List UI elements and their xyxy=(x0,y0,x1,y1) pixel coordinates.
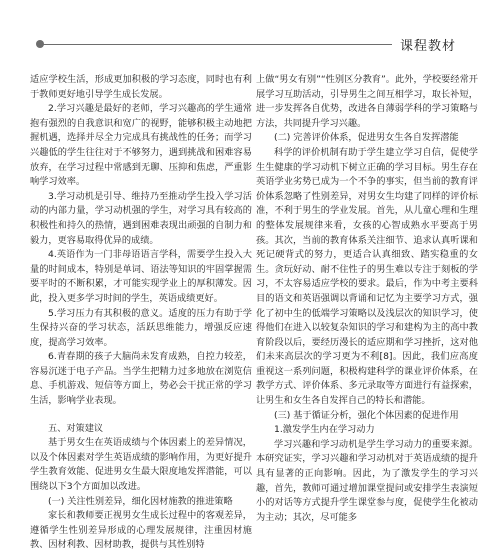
paragraph: 适应学校生活，形成更加积极的学习态度，同时也有利于教师更好地引导学生成长发展。 xyxy=(30,74,252,100)
paragraph: 6.青春期的孩子大脑尚未发育成熟，自控力较差，容易沉迷于电子产品。当学生把精力过多地放在浏览信息、手机游戏、短信等方面上，势必会干扰正常的学习生活，影响学业表现。 xyxy=(30,351,252,407)
paragraph: 家长和教师要正视男女生成长过程中的客观差异，遵循学生性别差异形成的心理发展规律，注重因材施教、因材利教、因材助教，提供与其性别特 xyxy=(30,510,252,551)
page-header xyxy=(0,0,500,68)
section-heading: 五、对策建议 xyxy=(48,422,104,434)
section-title: 课程教材 xyxy=(400,39,457,54)
paragraph: 4.英语作为一门非母语语言学科，需要学生投入大量的时间成本，特别是单词、语法等知识的牢固掌握需要平时的不断积累，才可能实现学业上的厚积薄发。因此，投入更多学习时间的学生，英语成绩更好。 xyxy=(30,249,252,304)
paragraph: 学习兴趣和学习动机是学生学习动力的重要来源。本研究证实，学习兴趣和学习动机对于英语成绩的提升具有显著的正向影响。因此，为了激发学生的学习兴趣，首先，教师可通过增加课堂提问或安排学生表演短小的对话等方式提升学生课堂参与度，促使学生化被动为主动；其次，尽可能多 xyxy=(256,438,478,523)
subsection-heading: (一) 关注性别差异，细化因材施教的推进策略 xyxy=(48,495,233,507)
paragraph: 科学的评价机制有助于学生建立学习自信，促使学生生健康的学习动机下树立正确的学习目标。男生存在英语学业劣势已成为一个不争的事实，但当前的教育评价体系忽略了性别差异，对男女生均建了同样的评价标准，不利于男生的学业发展。首先，从儿童心理和生理的整体发展规律来看，女孩的心智成熟水平要高于男孩。其次，当前的教育体系关注细节、追求认真听课和死记硬背式的努力，更适合认真细致、踏实稳重的女生。贪玩好动、耐不住性子的男生难以专注于刻板的学习，不太容易适应学校的要求。最后，作为中考主要科目的语文和英语强调以背诵和记忆为主要学习方式，强化了初中生的低端学习策略以及浅层次的知识学习，使得他们在进入以较复杂知识的学习和建构为主的高中教育阶段以后，要经历漫长的适应期和学习挫折，这对他们未来高层次的学习更为不利[8]。因此，我们应高度重视这一系列问题，积极构建科学的课业评价体系，在教学方式、评价体系、多元录取等方面进行有益探索，让男生和女生各自发挥自己的特长和潜能。 xyxy=(256,146,478,407)
paragraph: 2.学习兴趣是最好的老师，学习兴趣高的学生通常抱有强烈的自我意识和宽广的视野，能够积极主动地把握机遇，选择并尽全力完成具有挑战性的任务；而学习兴趣低的学生往往对于不够努力，遇到挑战和困难容易放弃，在学习过程中常感到无聊、压抑和焦虑，严重影响学习效率。 xyxy=(30,103,252,188)
subsection-heading: (二) 完善评价体系，促进男女生各自发挥潜能 xyxy=(274,132,459,144)
subsection-heading: (三) 基于循证分析，强化个体因素的促进作用 xyxy=(274,409,459,421)
header-rule xyxy=(40,44,392,45)
paragraph: 5.学习压力有其积极的意义。适度的压力有助于学生保持兴奋的学习状态，活跃思维能力，增强反应速度，提高学习效率。 xyxy=(30,307,252,348)
right-column xyxy=(256,73,478,525)
sub-subsection-heading: 1.激发学生内在学习动力 xyxy=(274,424,375,436)
paragraph: 上做“男女有别”“性别区分教育”。此外，学校要经常开展学习互助活动，引导男生之间互相学习，取长补短，进一步发挥各自优势，改进各自薄弱学科的学习策略与方法，共同提升学习兴趣。 xyxy=(256,74,478,129)
paragraph: 3.学习动机是引导、维持乃至推动学生投入学习活动的内部力量，学习动机强的学生，对学习具有较高的积极性和持久的热情，遇到困难表现出顽强的自制力和毅力，更容易取得优异的成绩。 xyxy=(30,190,252,246)
paragraph: 基于男女生在英语成绩与个体因素上的差异情况，以及个体因素对学生英语成绩的影响作用，为更好提升学生教育效能、促进男女生最大限度地发挥潜能，可以围绕以下3个方面加以改进。 xyxy=(30,437,252,493)
left-column xyxy=(30,73,252,553)
spacer xyxy=(30,409,252,415)
